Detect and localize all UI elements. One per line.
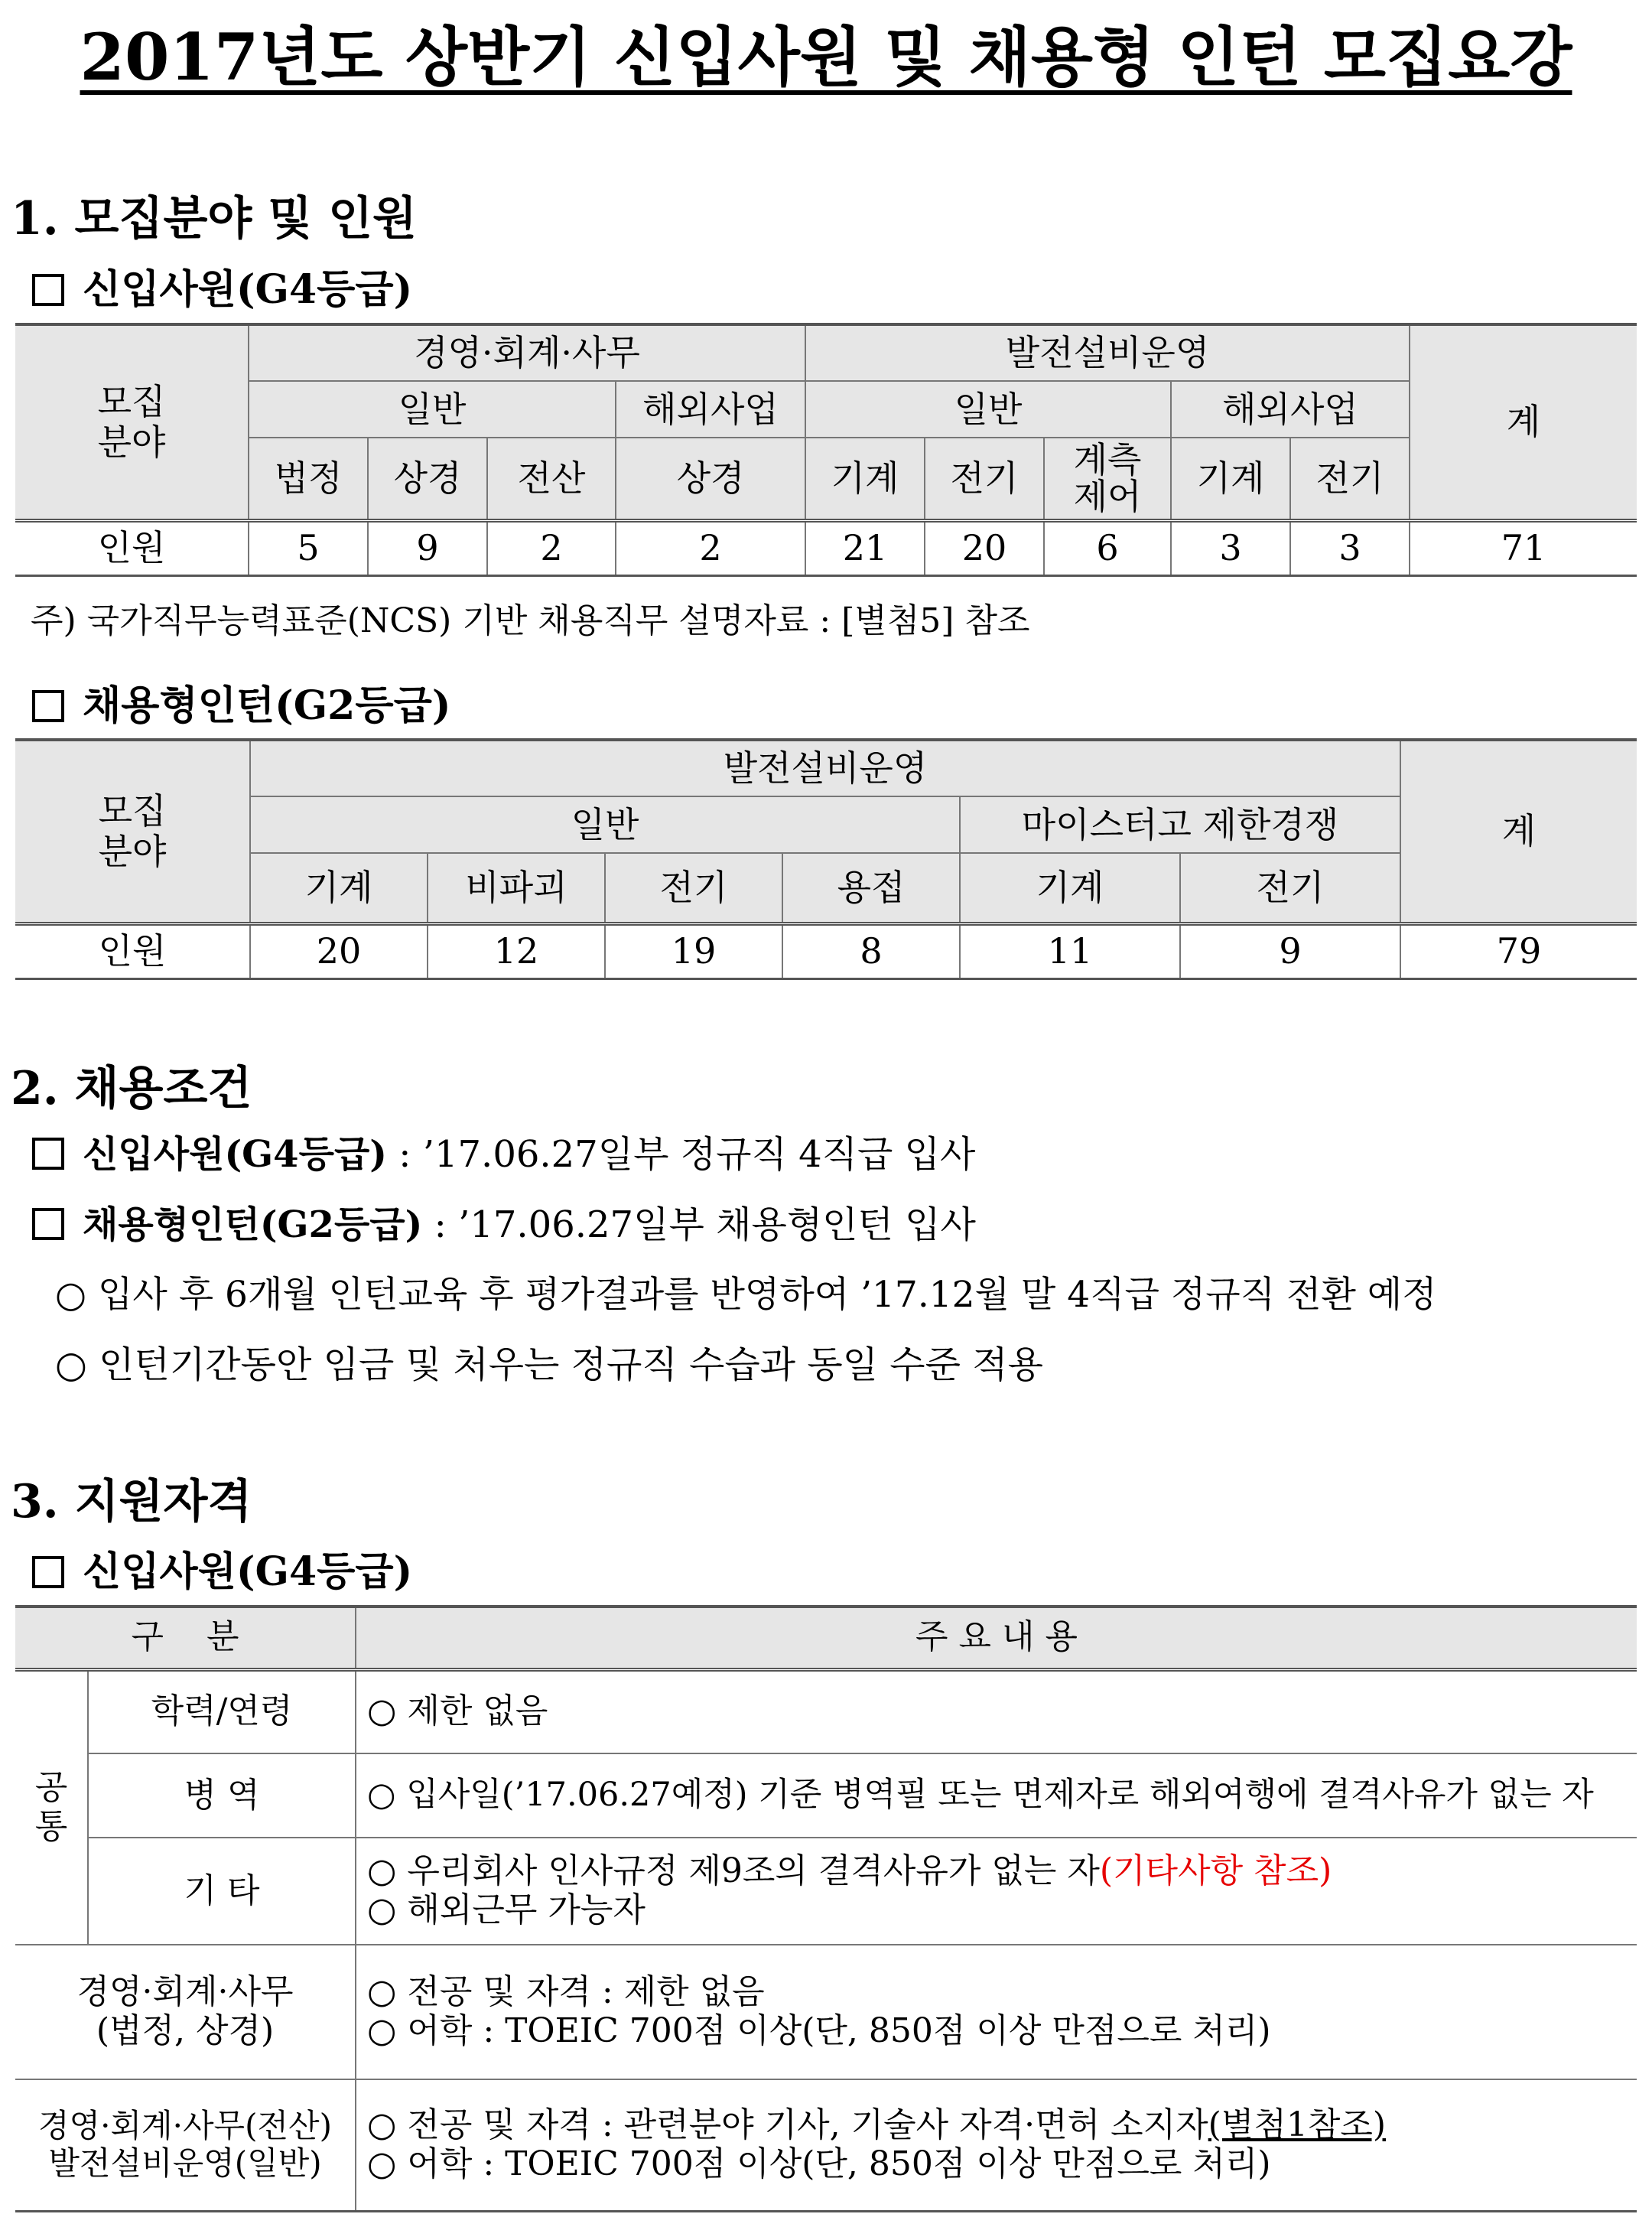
checkbox-square-icon bbox=[32, 690, 64, 722]
subgroup-header: 마이스터고 제한경쟁 bbox=[960, 796, 1400, 853]
table-cell: 19 bbox=[605, 923, 782, 978]
condition-new-hire-text: : ’17.06.27일부 정규직 4직급 입사 bbox=[387, 1133, 976, 1176]
row-content bbox=[356, 1945, 1637, 2079]
total-header: 계 bbox=[1400, 740, 1637, 923]
subsection-qualification-heading bbox=[32, 1539, 412, 1597]
total-header: 계 bbox=[1410, 324, 1637, 520]
ncs-note: 주) 국가직무능력표준(NCS) 기반 채용직무 설명자료 : [별첨5] 참조 bbox=[31, 601, 1030, 640]
header-content: 주 요 내 용 bbox=[356, 1607, 1637, 1669]
table-cell-total: 79 bbox=[1400, 923, 1637, 978]
intern-quota-table bbox=[15, 738, 1637, 980]
condition-new-hire-label: 신입사원(G4등급) bbox=[83, 1133, 388, 1176]
document-title-text: 2017년도 상반기 신입사원 및 채용형 인턴 모집요강 bbox=[80, 19, 1572, 95]
column-header: 계측 제어 bbox=[1044, 438, 1171, 520]
column-header: 전기 bbox=[1180, 853, 1400, 923]
row-content-line: ○ 우리회사 인사규정 제9조의 결격사유가 없는 자 bbox=[367, 1851, 1100, 1891]
row-content-line: ○ 어학 : TOEIC 700점 이상(단, 850점 이상 만점으로 처리) bbox=[367, 2144, 1271, 2183]
row-content-line: ○ 전공 및 자격 : 제한 없음 bbox=[367, 1972, 765, 2012]
group-header: 경영·회계·사무 bbox=[249, 324, 805, 381]
qualification-table bbox=[15, 1605, 1637, 2212]
row-label: 병 역 bbox=[88, 1753, 356, 1838]
section-2-heading: 2. 채용조건 bbox=[11, 1062, 252, 1115]
checkbox-square-icon bbox=[32, 1208, 64, 1240]
column-header: 전산 bbox=[487, 438, 616, 520]
column-header: 상경 bbox=[368, 438, 487, 520]
column-header: 전기 bbox=[925, 438, 1044, 520]
subsection-qualification-title: 신입사원(G4등급) bbox=[83, 1548, 413, 1595]
table-row bbox=[15, 520, 1637, 575]
field-header: 모집 분야 bbox=[15, 740, 250, 923]
table-cell: 6 bbox=[1044, 520, 1171, 575]
column-header: 기계 bbox=[960, 853, 1180, 923]
table-row bbox=[15, 2079, 1637, 2211]
table-cell: 5 bbox=[249, 520, 368, 575]
field-header: 모집 분야 bbox=[15, 324, 249, 520]
table-cell: 3 bbox=[1290, 520, 1410, 575]
header-category: 구 분 bbox=[15, 1607, 356, 1669]
row-content bbox=[356, 2079, 1637, 2211]
row-label: 경영·회계·사무 (법정, 상경) bbox=[15, 1945, 356, 2079]
condition-bullet: ○ 인턴기간동안 임금 및 처우는 정규직 수습과 동일 수준 적용 bbox=[55, 1343, 1044, 1386]
checkbox-square-icon bbox=[32, 1138, 64, 1170]
column-header: 법정 bbox=[249, 438, 368, 520]
subsection-new-hire-title: 신입사원(G4등급) bbox=[83, 266, 413, 313]
group-header: 발전설비운영 bbox=[250, 740, 1400, 796]
subsection-intern-title: 채용형인턴(G2등급) bbox=[83, 682, 451, 729]
row-content-line: ○ 어학 : TOEIC 700점 이상(단, 850점 이상 만점으로 처리) bbox=[367, 2011, 1271, 2050]
table-cell: 21 bbox=[805, 520, 925, 575]
condition-bullet: ○ 입사 후 6개월 인턴교육 후 평가결과를 반영하여 ’17.12월 말 4직급 정규직 전환 예정 bbox=[55, 1274, 1437, 1316]
table-cell: 9 bbox=[1180, 923, 1400, 978]
row-content: ○ 제한 없음 bbox=[356, 1669, 1637, 1753]
column-header: 기계 bbox=[805, 438, 925, 520]
column-header: 전기 bbox=[605, 853, 782, 923]
row-content bbox=[356, 1838, 1637, 1945]
column-header: 기계 bbox=[1171, 438, 1290, 520]
row-content-line: ○ 해외근무 가능자 bbox=[367, 1890, 646, 1929]
table-cell: 11 bbox=[960, 923, 1180, 978]
row-label: 인원 bbox=[15, 520, 249, 575]
new-hire-quota-table bbox=[15, 323, 1637, 577]
column-header: 상경 bbox=[616, 438, 805, 520]
table-row bbox=[15, 1669, 1637, 1753]
table-cell: 2 bbox=[616, 520, 805, 575]
column-header: 전기 bbox=[1290, 438, 1410, 520]
row-content: ○ 입사일(’17.06.27예정) 기준 병역필 또는 면제자로 해외여행에 결격사유가 없는 자 bbox=[356, 1753, 1637, 1838]
subsection-new-hire-heading bbox=[32, 257, 412, 314]
column-header: 기계 bbox=[250, 853, 428, 923]
table-row bbox=[15, 923, 1637, 978]
condition-intern bbox=[32, 1195, 976, 1248]
table-row bbox=[15, 1945, 1637, 2079]
table-cell-total: 71 bbox=[1410, 520, 1637, 575]
table-row bbox=[15, 1838, 1637, 1945]
checkbox-square-icon bbox=[32, 1556, 64, 1588]
subsection-intern-heading bbox=[32, 673, 450, 731]
subgroup-header: 일반 bbox=[805, 381, 1171, 438]
column-header: 용접 bbox=[782, 853, 960, 923]
column-header: 비파괴 bbox=[428, 853, 605, 923]
subgroup-header: 일반 bbox=[250, 796, 960, 853]
subgroup-header: 일반 bbox=[249, 381, 616, 438]
table-cell: 2 bbox=[487, 520, 616, 575]
subgroup-header: 해외사업 bbox=[1171, 381, 1410, 438]
row-label: 학력/연령 bbox=[88, 1669, 356, 1753]
table-cell: 12 bbox=[428, 923, 605, 978]
section-3-heading: 3. 지원자격 bbox=[11, 1475, 252, 1529]
subgroup-header: 해외사업 bbox=[616, 381, 805, 438]
row-label: 경영·회계·사무(전산) 발전설비운영(일반) bbox=[15, 2079, 356, 2211]
row-label: 기 타 bbox=[88, 1838, 356, 1945]
common-label: 공 통 bbox=[15, 1669, 88, 1945]
section-1-heading: 1. 모집분야 및 인원 bbox=[11, 192, 418, 246]
misc-reference-note: (기타사항 참조) bbox=[1099, 1851, 1332, 1891]
table-cell: 20 bbox=[250, 923, 428, 978]
checkbox-square-icon bbox=[32, 274, 64, 306]
condition-intern-label: 채용형인턴(G2등급) bbox=[83, 1203, 423, 1246]
table-row bbox=[15, 1753, 1637, 1838]
group-header: 발전설비운영 bbox=[805, 324, 1410, 381]
table-cell: 8 bbox=[782, 923, 960, 978]
row-label: 인원 bbox=[15, 923, 250, 978]
row-content-line: ○ 전공 및 자격 : 관련분야 기사, 기술사 자격·면허 소지자 bbox=[367, 2105, 1208, 2145]
condition-intern-text: : ’17.06.27일부 채용형인턴 입사 bbox=[422, 1203, 976, 1246]
attachment-reference-note: (별첨1참조) bbox=[1208, 2105, 1386, 2145]
condition-new-hire bbox=[32, 1125, 975, 1177]
table-cell: 20 bbox=[925, 520, 1044, 575]
document-title bbox=[0, 6, 1652, 99]
table-cell: 3 bbox=[1171, 520, 1290, 575]
table-cell: 9 bbox=[368, 520, 487, 575]
